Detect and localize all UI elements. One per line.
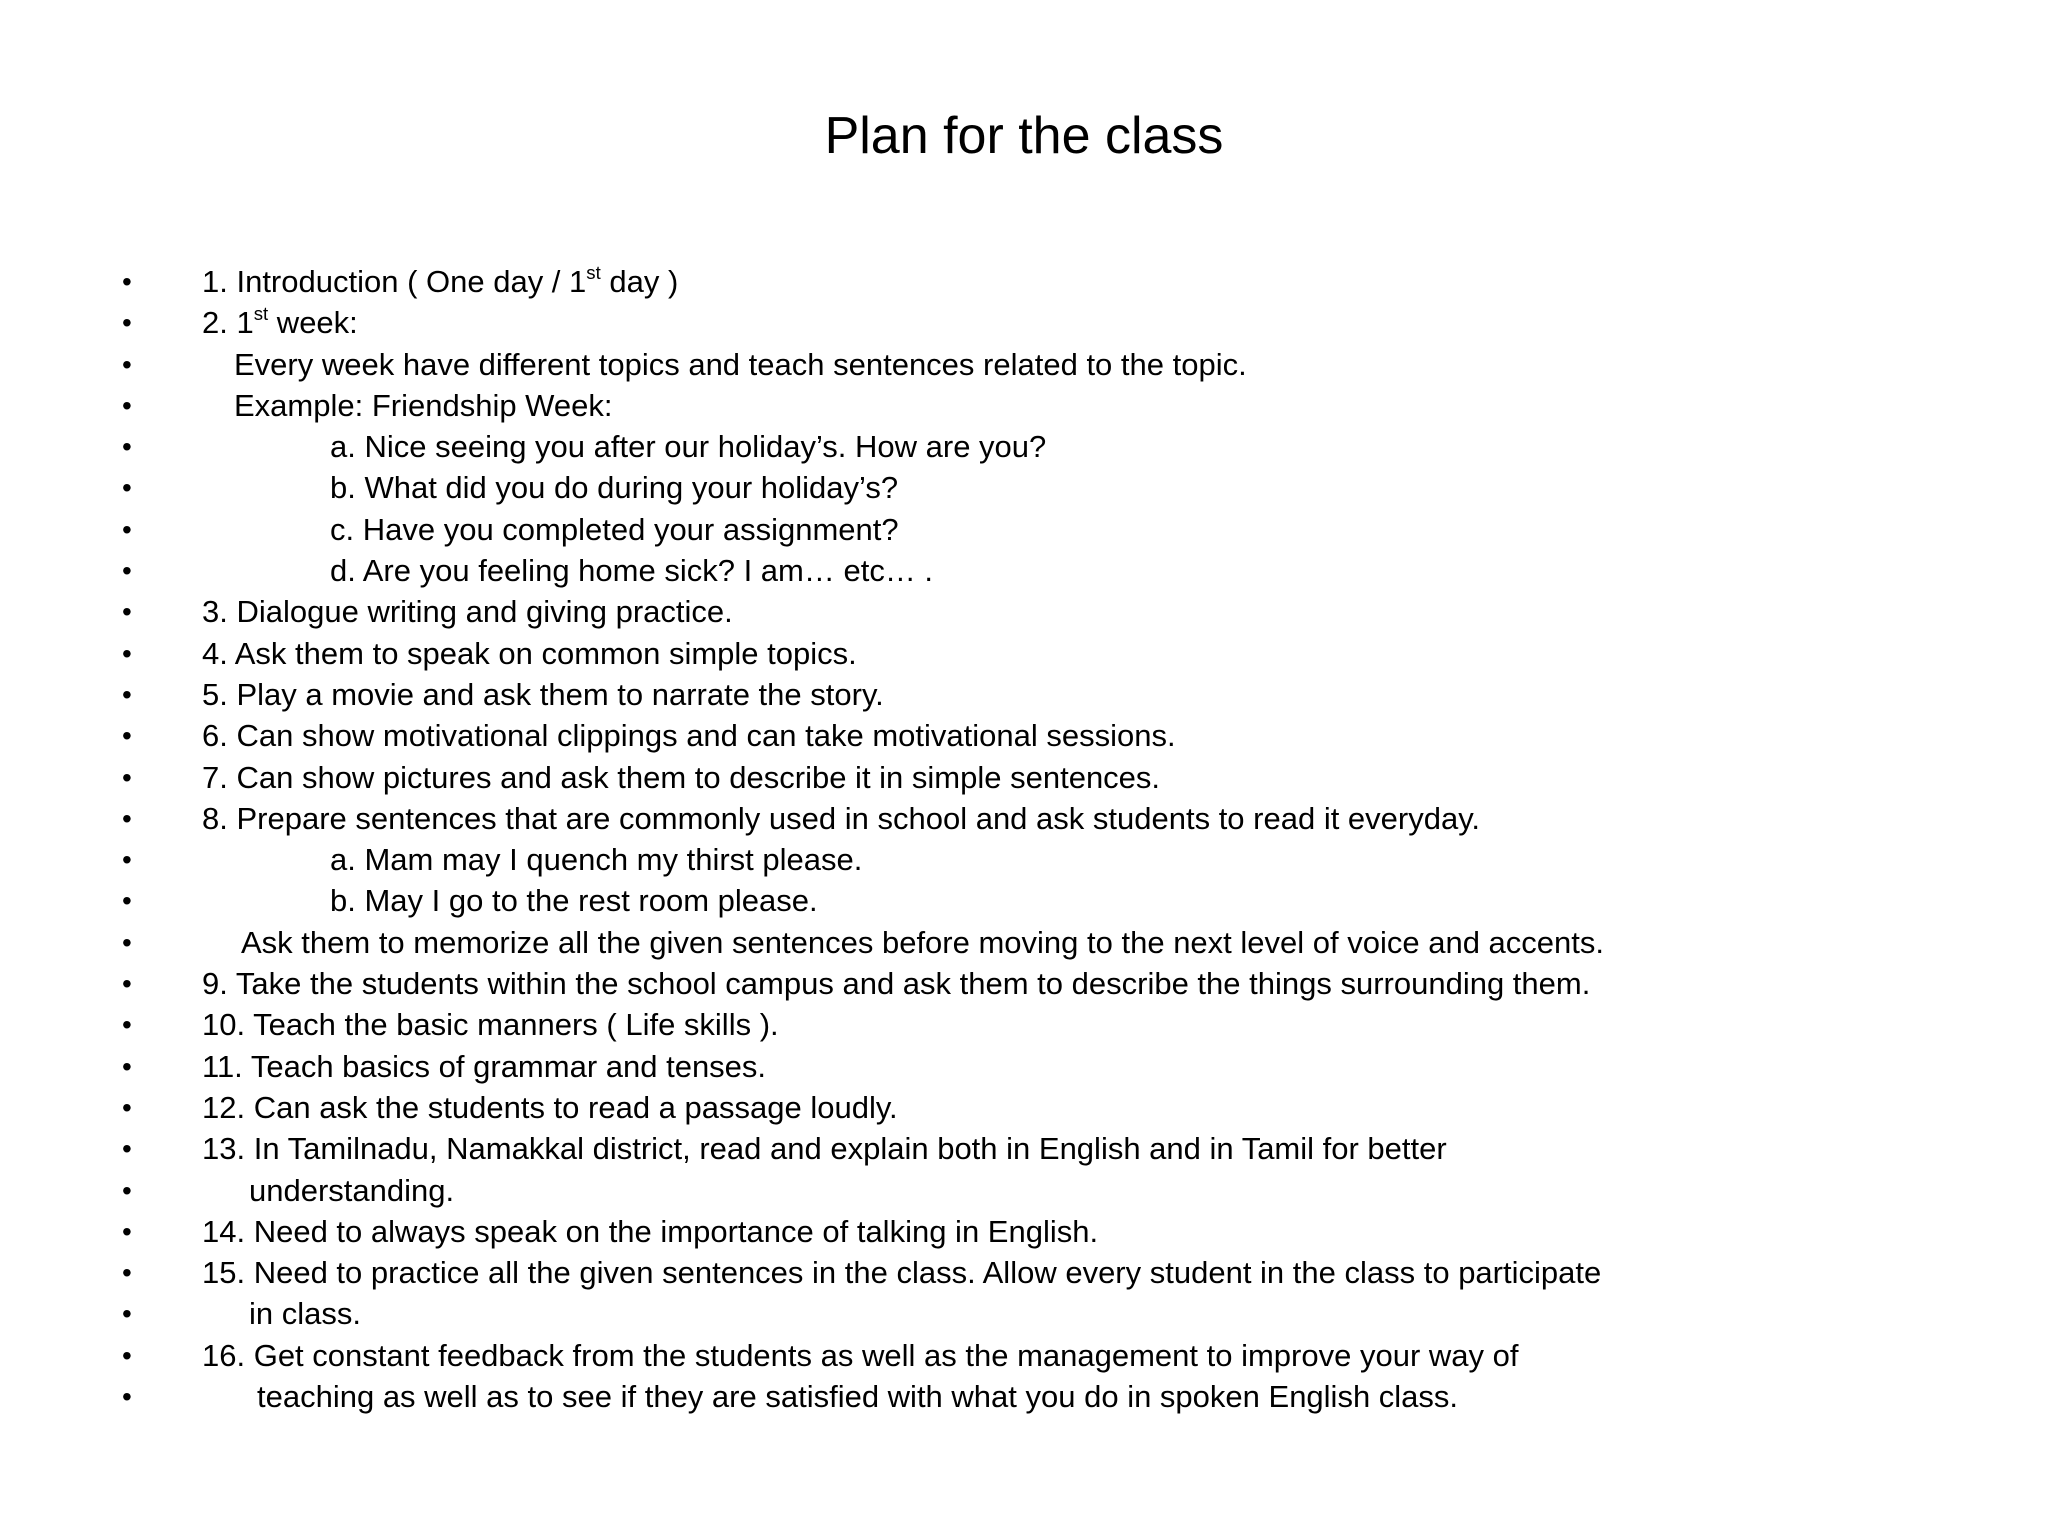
- list-item: [0, 385, 2048, 426]
- bullet-icon: •: [122, 802, 132, 834]
- list-item-text: 6. Can show motivational clippings and can take motivational sessions.: [202, 718, 1176, 754]
- list-item-text: 10. Teach the basic manners ( Life skills ).: [202, 1007, 779, 1043]
- list-item-text: 9. Take the students within the school campus and ask them to describe the things surrounding them.: [202, 966, 1591, 1002]
- bullet-icon: •: [122, 431, 132, 463]
- bullet-icon: •: [122, 266, 132, 297]
- bullet-icon: •: [122, 472, 132, 504]
- list-item-text: teaching as well as to see if they are satisfied with what you do in spoken English class.: [257, 1379, 1459, 1415]
- list-item: [0, 344, 2048, 385]
- bullet-icon: •: [122, 1009, 132, 1041]
- bullet-icon: •: [122, 1298, 132, 1330]
- bullet-list: [0, 261, 2048, 1417]
- list-item-text: Every week have different topics and teach sentences related to the topic.: [234, 346, 1247, 382]
- bullet-icon: •: [122, 596, 132, 628]
- list-item: [0, 1376, 2048, 1417]
- list-item-text: 8. Prepare sentences that are commonly used in school and ask students to read it everyday.: [202, 800, 1481, 836]
- bullet-icon: •: [122, 1381, 132, 1413]
- list-item-text: understanding.: [249, 1172, 455, 1208]
- list-item-text: Ask them to memorize all the given sentences before moving to the next level of voice and accents.: [241, 924, 1605, 960]
- bullet-icon: •: [122, 761, 132, 793]
- list-item: [0, 839, 2048, 880]
- list-item: [0, 467, 2048, 508]
- list-item: [0, 1087, 2048, 1128]
- bullet-icon: •: [122, 1133, 132, 1165]
- bullet-icon: •: [122, 348, 132, 380]
- list-item: [0, 1046, 2048, 1087]
- list-item: [0, 1128, 2048, 1169]
- list-item-text: d. Are you feeling home sick? I am… etc… .: [330, 553, 934, 589]
- list-item-text: 1. Introduction ( One day / 1st day ): [202, 261, 679, 299]
- list-item: [0, 1004, 2048, 1045]
- list-item-text: b. May I go to the rest room please.: [330, 883, 818, 919]
- list-item: [0, 1211, 2048, 1252]
- bullet-icon: •: [122, 1339, 132, 1371]
- list-item: [0, 509, 2048, 550]
- list-item-text: 4. Ask them to speak on common simple topics.: [202, 635, 857, 671]
- list-item: [0, 674, 2048, 715]
- list-item-text: a. Nice seeing you after our holiday’s. How are you?: [330, 429, 1047, 465]
- bullet-icon: •: [122, 885, 132, 917]
- bullet-icon: •: [122, 720, 132, 752]
- list-item: [0, 1335, 2048, 1376]
- list-item-text: c. Have you completed your assignment?: [330, 511, 899, 547]
- list-item-text: 14. Need to always speak on the importance of talking in English.: [202, 1213, 1099, 1249]
- bullet-icon: •: [122, 844, 132, 876]
- bullet-icon: •: [122, 1050, 132, 1082]
- bullet-icon: •: [122, 926, 132, 958]
- bullet-icon: •: [122, 555, 132, 587]
- list-item: [0, 426, 2048, 467]
- bullet-icon: •: [122, 968, 132, 1000]
- list-item-text: a. Mam may I quench my thirst please.: [330, 842, 863, 878]
- bullet-icon: •: [122, 307, 132, 339]
- list-item: [0, 550, 2048, 591]
- bullet-icon: •: [122, 389, 132, 421]
- list-item: [0, 633, 2048, 674]
- list-item-text: Example: Friendship Week:: [234, 387, 613, 423]
- list-item: [0, 261, 2048, 302]
- list-item: [0, 715, 2048, 756]
- bullet-icon: •: [122, 1215, 132, 1247]
- slide-title: Plan for the class: [824, 107, 1224, 165]
- list-item: [0, 302, 2048, 343]
- list-item-text: 15. Need to practice all the given sentences in the class. Allow every student in the class to participate: [202, 1255, 1602, 1291]
- list-item: [0, 922, 2048, 963]
- list-item-text: 11. Teach basics of grammar and tenses.: [202, 1048, 767, 1084]
- bullet-icon: •: [122, 1174, 132, 1206]
- bullet-icon: •: [122, 1257, 132, 1289]
- list-item-text: 16. Get constant feedback from the students as well as the management to improve your way of: [202, 1337, 1519, 1373]
- bullet-icon: •: [122, 637, 132, 669]
- list-item-text: b. What did you do during your holiday’s?: [330, 470, 899, 506]
- list-item-text: 12. Can ask the students to read a passage loudly.: [202, 1089, 898, 1125]
- list-item: [0, 757, 2048, 798]
- list-item-text: 2. 1st week:: [202, 302, 358, 341]
- list-item: [0, 1293, 2048, 1334]
- list-item: [0, 591, 2048, 632]
- bullet-icon: •: [122, 678, 132, 710]
- list-item: [0, 963, 2048, 1004]
- list-item-text: 7. Can show pictures and ask them to describe it in simple sentences.: [202, 759, 1161, 795]
- list-item: [0, 1252, 2048, 1293]
- list-item-text: 13. In Tamilnadu, Namakkal district, read and explain both in English and in Tamil for better: [202, 1131, 1447, 1167]
- list-item-text: in class.: [249, 1296, 361, 1332]
- list-item: [0, 1170, 2048, 1211]
- bullet-icon: •: [122, 513, 132, 545]
- list-item: [0, 798, 2048, 839]
- list-item-text: 5. Play a movie and ask them to narrate the story.: [202, 676, 884, 712]
- list-item: [0, 880, 2048, 921]
- bullet-icon: •: [122, 1091, 132, 1123]
- list-item-text: 3. Dialogue writing and giving practice.: [202, 594, 733, 630]
